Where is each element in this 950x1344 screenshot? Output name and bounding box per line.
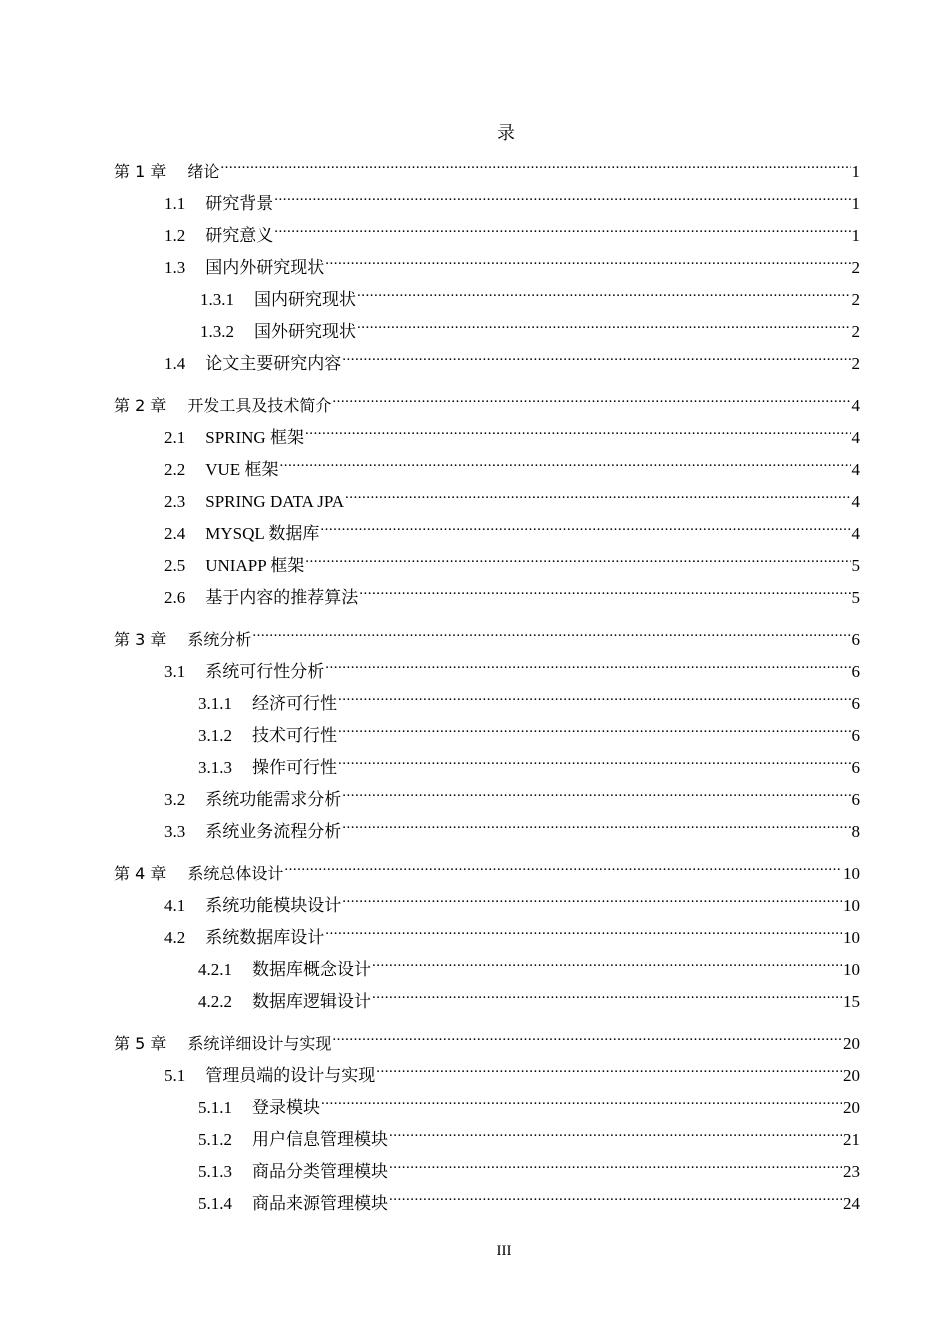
- toc-entry-page-number: 4: [851, 492, 860, 511]
- toc-subsection-entry[interactable]: [114, 688, 860, 720]
- toc-section-entry[interactable]: [114, 656, 860, 688]
- toc-entry-number: 5.1.1: [198, 1098, 232, 1117]
- toc-entry-number: 4.2.2: [198, 992, 232, 1011]
- toc-entry-title: 经济可行性: [252, 694, 337, 713]
- toc-entry-page-number: 10: [843, 928, 860, 947]
- toc-entry-title: 登录模块: [252, 1098, 320, 1117]
- toc-entry-title: 系统业务流程分析: [205, 822, 342, 841]
- dot-leader: [332, 1033, 842, 1049]
- toc-entry-page-number: 2: [851, 322, 860, 341]
- dot-leader: [332, 395, 850, 411]
- toc-section-entry[interactable]: [114, 784, 860, 816]
- toc-entry-page-number: 8: [851, 822, 860, 841]
- toc-entry-number: 2.6: [164, 588, 186, 607]
- toc-section-entry[interactable]: [114, 890, 860, 922]
- toc-entry-title: 系统分析: [187, 630, 252, 649]
- toc-entry-number: 5.1.2: [198, 1130, 232, 1149]
- toc-entry-page-number: 6: [851, 662, 860, 681]
- dot-leader: [252, 629, 850, 645]
- toc-entry-title: 系统功能模块设计: [205, 896, 342, 915]
- dot-leader: [389, 1128, 842, 1145]
- toc-chapter-entry[interactable]: [114, 1028, 860, 1060]
- toc-subsection-entry[interactable]: [114, 1156, 860, 1188]
- toc-entry-page-number: 6: [851, 758, 860, 777]
- toc-entry-number: 4.2.1: [198, 960, 232, 979]
- toc-entry-page-number: 4: [851, 460, 860, 479]
- toc-entry-page-number: 4: [851, 524, 860, 543]
- toc-entry-number: 第 3 章: [114, 630, 167, 649]
- toc-section-entry[interactable]: [114, 518, 860, 550]
- toc-entry-title: SPRING 框架: [205, 428, 304, 447]
- toc-subsection-entry[interactable]: [114, 284, 860, 316]
- toc-entry-page-number: 6: [851, 790, 860, 809]
- toc-entry-page-number: 2: [851, 354, 860, 373]
- toc-entry-title: 用户信息管理模块: [252, 1130, 388, 1149]
- dot-leader: [342, 352, 850, 369]
- toc-entry-page-number: 1: [851, 194, 860, 213]
- toc-entry-number: 第 2 章: [114, 396, 167, 415]
- toc-entry-title: VUE 框架: [205, 460, 279, 479]
- toc-section-entry[interactable]: [114, 188, 860, 220]
- dot-leader: [325, 256, 850, 273]
- toc-entry-title: 研究意义: [205, 226, 274, 245]
- dot-leader: [338, 756, 851, 773]
- toc-entry-page-number: 21: [843, 1130, 860, 1149]
- dot-leader: [305, 554, 850, 571]
- toc-entry-number: 3.3: [164, 822, 186, 841]
- dot-leader: [376, 1064, 842, 1081]
- toc-subsection-entry[interactable]: [114, 1092, 860, 1124]
- toc-entry-page-number: 5: [851, 588, 860, 607]
- toc-entry-number: 3.1.1: [198, 694, 232, 713]
- dot-leader: [357, 288, 851, 305]
- toc-subsection-entry[interactable]: [114, 720, 860, 752]
- dot-leader: [338, 724, 851, 741]
- dot-leader: [220, 161, 850, 177]
- dot-leader: [342, 788, 850, 805]
- toc-subsection-entry[interactable]: [114, 1124, 860, 1156]
- toc-section-entry[interactable]: [114, 220, 860, 252]
- toc-section-entry[interactable]: [114, 348, 860, 380]
- toc-entry-number: 2.1: [164, 428, 186, 447]
- toc-section-entry[interactable]: [114, 922, 860, 954]
- toc-entry-title: 商品分类管理模块: [252, 1162, 388, 1181]
- toc-entry-page-number: 10: [843, 960, 860, 979]
- toc-section-entry[interactable]: [114, 816, 860, 848]
- dot-leader: [284, 863, 842, 879]
- toc-entry-title: MYSQL 数据库: [205, 524, 320, 543]
- toc-entry-title: 数据库概念设计: [252, 960, 371, 979]
- toc-section-entry[interactable]: [114, 582, 860, 614]
- toc-entry-page-number: 15: [843, 992, 860, 1011]
- toc-entry-title: 系统数据库设计: [205, 928, 325, 947]
- toc-entry-page-number: 2: [851, 258, 860, 277]
- toc-entry-page-number: 10: [843, 896, 860, 915]
- toc-section-entry[interactable]: [114, 550, 860, 582]
- toc-entry-page-number: 4: [851, 428, 860, 447]
- dot-leader: [342, 894, 842, 911]
- dot-leader: [342, 820, 850, 837]
- dot-leader: [320, 522, 850, 539]
- toc-entry-number: 1.1: [164, 194, 186, 213]
- toc-entry-number: 3.2: [164, 790, 186, 809]
- toc-entry-title: 系统可行性分析: [205, 662, 325, 681]
- toc-subsection-entry[interactable]: [114, 316, 860, 348]
- toc-entry-number: 第 5 章: [114, 1034, 167, 1053]
- toc-chapter-entry[interactable]: [114, 156, 860, 188]
- toc-entry-number: 5.1.4: [198, 1194, 232, 1213]
- toc-subsection-entry[interactable]: [114, 954, 860, 986]
- toc-entry-title: 系统总体设计: [187, 864, 284, 883]
- dot-leader: [274, 192, 850, 209]
- dot-leader: [279, 458, 850, 475]
- toc-entry-title: 系统详细设计与实现: [187, 1034, 332, 1053]
- toc-chapter-entry[interactable]: [114, 858, 860, 890]
- dot-leader: [305, 426, 851, 443]
- toc-entry-number: 4.1: [164, 896, 186, 915]
- toc-entry-title: 商品来源管理模块: [252, 1194, 388, 1213]
- toc-entry-number: 2.4: [164, 524, 186, 543]
- toc-entry-number: 2.5: [164, 556, 186, 575]
- dot-leader: [338, 692, 851, 709]
- toc-entry-page-number: 10: [843, 864, 860, 883]
- toc-section-entry[interactable]: [114, 454, 860, 486]
- dot-leader: [372, 990, 842, 1007]
- toc-entry-page-number: 6: [851, 726, 860, 745]
- toc-entry-title: 管理员端的设计与实现: [205, 1066, 376, 1085]
- toc-entry-page-number: 20: [843, 1034, 860, 1053]
- dot-leader: [321, 1096, 842, 1113]
- dot-leader: [389, 1192, 842, 1209]
- toc-entry-page-number: 1: [851, 162, 860, 181]
- page-number: III: [496, 1243, 512, 1259]
- toc-entry-title: 技术可行性: [252, 726, 337, 745]
- toc-entry-page-number: 1: [851, 226, 860, 245]
- toc-entry-number: 1.4: [164, 354, 186, 373]
- toc-entry-page-number: 20: [843, 1098, 860, 1117]
- toc-subsection-entry[interactable]: [114, 986, 860, 1018]
- toc-entry-page-number: 6: [851, 694, 860, 713]
- toc-entry-page-number: 23: [843, 1162, 860, 1181]
- toc-entry-number: 第 4 章: [114, 864, 167, 883]
- toc-entry-number: 5.1.3: [198, 1162, 232, 1181]
- toc-entry-title: 论文主要研究内容: [205, 354, 342, 373]
- toc-entry-title: 国内外研究现状: [205, 258, 325, 277]
- toc-entry-page-number: 24: [843, 1194, 860, 1213]
- toc-entry-title: 国外研究现状: [254, 322, 356, 341]
- toc-entry-number: 1.3: [164, 258, 186, 277]
- toc-entry-page-number: 4: [851, 396, 860, 415]
- toc-entry-page-number: 20: [843, 1066, 860, 1085]
- toc-entry-title: 系统功能需求分析: [205, 790, 342, 809]
- toc-entry-number: 2.2: [164, 460, 186, 479]
- toc-entry-number: 1.3.1: [200, 290, 234, 309]
- toc-entry-number: 3.1: [164, 662, 186, 681]
- toc-entry-number: 3.1.2: [198, 726, 232, 745]
- toc-entry-title: 研究背景: [205, 194, 274, 213]
- toc-entry-number: 4.2: [164, 928, 186, 947]
- dot-leader: [389, 1160, 842, 1177]
- toc-chapter-entry[interactable]: [114, 624, 860, 656]
- dot-leader: [357, 320, 851, 337]
- toc-section-entry[interactable]: [114, 422, 860, 454]
- toc-section-entry[interactable]: [114, 1060, 860, 1092]
- toc-title: 录: [497, 123, 515, 143]
- dot-leader: [372, 958, 842, 975]
- toc-subsection-entry[interactable]: [114, 1188, 860, 1220]
- toc-chapter-entry[interactable]: [114, 390, 860, 422]
- toc-entry-title: 数据库逻辑设计: [252, 992, 371, 1011]
- toc-entry-title: SPRING DATA JPA: [205, 492, 345, 511]
- toc-subsection-entry[interactable]: [114, 752, 860, 784]
- toc-entry-number: 第 1 章: [114, 162, 167, 181]
- toc-entry-page-number: 2: [851, 290, 860, 309]
- toc-section-entry[interactable]: [114, 486, 860, 518]
- toc-entry-title: 基于内容的推荐算法: [205, 588, 359, 607]
- toc-entry-number: 1.3.2: [200, 322, 234, 341]
- toc-entry-number: 1.2: [164, 226, 186, 245]
- table-of-contents: [114, 156, 860, 1220]
- toc-entry-title: 绪论: [187, 162, 220, 181]
- dot-leader: [325, 926, 842, 943]
- toc-entry-title: 国内研究现状: [254, 290, 356, 309]
- dot-leader: [325, 660, 850, 677]
- toc-entry-number: 5.1: [164, 1066, 186, 1085]
- toc-section-entry[interactable]: [114, 252, 860, 284]
- toc-entry-title: 开发工具及技术简介: [187, 396, 332, 415]
- toc-entry-page-number: 5: [851, 556, 860, 575]
- toc-entry-title: UNIAPP 框架: [205, 556, 305, 575]
- toc-entry-number: 2.3: [164, 492, 186, 511]
- toc-entry-title: 操作可行性: [252, 758, 337, 777]
- toc-entry-page-number: 6: [851, 630, 860, 649]
- dot-leader: [345, 490, 850, 507]
- toc-entry-number: 3.1.3: [198, 758, 232, 777]
- dot-leader: [359, 586, 850, 603]
- dot-leader: [274, 224, 850, 241]
